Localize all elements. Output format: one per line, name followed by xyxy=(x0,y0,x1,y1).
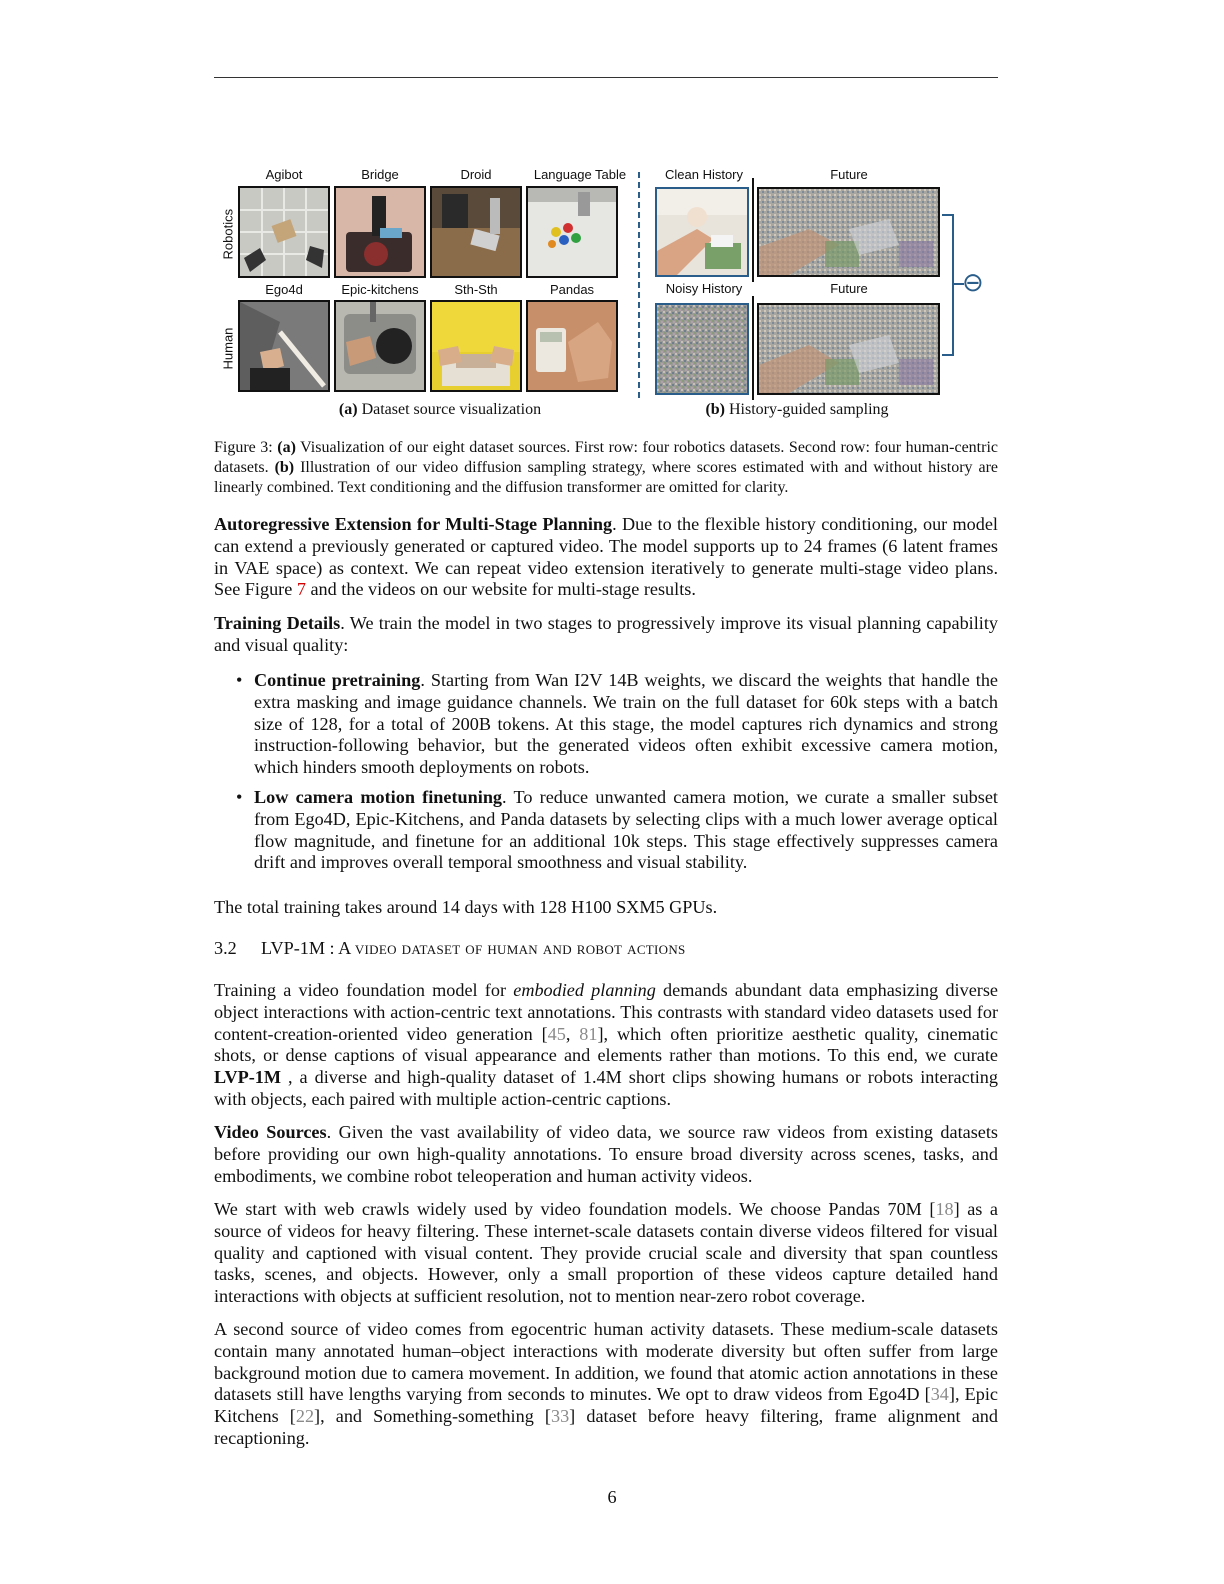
history-future-divider-top xyxy=(752,178,754,282)
section-heading xyxy=(214,938,686,959)
thumb-language-table xyxy=(526,186,618,278)
list-item-text: . To reduce unwanted camera motion, we curate a smaller subset from Ego4D, Epic-Kitchens, and Panda datasets by selecting clips with a much lower average optical flow magnitude, and finetune for an additional 10k steps. This stage effectively suppresses camera drift and improves overall temporal smoothness and visual stability. xyxy=(254,786,998,873)
dataset-name: LVP-1M xyxy=(214,1067,282,1088)
thumb-ego4d xyxy=(238,300,330,392)
paragraph-text: and the videos on our website for multi-stage results. xyxy=(305,579,696,600)
label-future-bottom: Future xyxy=(830,281,868,296)
label-agibot: Agibot xyxy=(265,167,303,182)
paragraph-text: ], and Something-something [ xyxy=(314,1406,551,1427)
paragraph-text: , a diverse and high-quality dataset of 1.4M short clips showing humans or robots interacting with objects, each paired with multiple action-centric captions. xyxy=(214,1067,998,1109)
citation-link[interactable]: 22 xyxy=(295,1406,315,1427)
label-future-top: Future xyxy=(830,167,868,182)
label-epic-kitchens: Epic-kitchens xyxy=(341,282,419,297)
paragraph-video-sources xyxy=(214,1122,998,1187)
section-title-b: video dataset of human and robot actions xyxy=(354,938,686,958)
paragraph-text: ] as a source of videos for heavy filtering. These internet-scale datasets contain diverse videos filtered for visual quality and captioned with visual content. They provide crucial scale and diversity that span countless tasks, scenes, and objects. However, only a small proportion of these videos capture detailed hand interactions with objects at sufficient resolution, not to mention near-zero robot coverage. xyxy=(214,1199,998,1307)
combine-bracket xyxy=(942,214,954,356)
thumb-future-bottom xyxy=(757,303,940,395)
subcaption-a-label: (a) xyxy=(338,401,358,418)
paragraph-dataset-intro xyxy=(214,980,998,1111)
subcaption-b xyxy=(654,401,940,419)
paragraph-text: . Due to the flexible history conditioning, our model can extend a previously generated or captured video. The model supports up to 24 frames (6 latent frames in VAE space) as context. We can repeat video extension iteratively to generate multi-stage video plans. See Figure xyxy=(214,514,998,600)
thumb-bridge xyxy=(334,186,426,278)
subcaption-a xyxy=(238,401,642,419)
paragraph-training-details xyxy=(214,613,998,657)
paragraph-egocentric xyxy=(214,1319,998,1450)
figure-3 xyxy=(214,160,998,425)
panel-separator xyxy=(638,172,640,398)
figure-reference-link[interactable]: 7 xyxy=(296,579,306,600)
bullet-icon: • xyxy=(236,670,243,690)
paragraph-text: A second source of video comes from egocentric human activity datasets. These medium-scale datasets contain many annotated human–object interactions with moderate diversity but often suffer from large background motion due to camera movement. In addition, we found that atomic action annotations in these datasets still have lengths varying from seconds to minutes. We opt to draw videos from Ego4D [ xyxy=(214,1319,998,1405)
subcaption-b-text: History-guided sampling xyxy=(725,401,889,418)
paragraph-text: We start with web crawls widely used by video foundation models. We choose Pandas 70M [ xyxy=(214,1199,936,1219)
label-ego4d: Ego4d xyxy=(265,282,303,297)
paragraph-text: , xyxy=(565,1023,580,1044)
figure-caption-prefix: Figure 3: xyxy=(214,439,278,456)
label-noisy-history: Noisy History xyxy=(665,281,743,296)
training-stages-list xyxy=(232,670,998,874)
citation-link[interactable]: 18 xyxy=(935,1199,954,1219)
section-title-a: LVP-1M : A xyxy=(261,938,355,958)
minus-circle-icon: ⊖ xyxy=(962,268,984,298)
figure-caption-a-label: (a) xyxy=(277,439,296,456)
bullet-icon: • xyxy=(236,786,243,807)
figure-caption-b-label: (b) xyxy=(274,459,295,476)
citation-link[interactable]: 45 xyxy=(547,1023,566,1044)
figure-caption-b-text: Illustration of our video diffusion sampling strategy, where scores estimated with and without history are linearly combined. Text conditioning and the diffusion transformer are omitted for clarity. xyxy=(214,459,998,496)
citation-link[interactable]: 81 xyxy=(579,1023,598,1044)
paragraph-heading: Training Details xyxy=(214,613,341,633)
list-item-heading: Low camera motion finetuning xyxy=(254,786,503,807)
paragraph-text: ], which often prioritize aesthetic quality, cinematic shots, or dense captions of visual appearance and elements rather than motions. To this end, we curate xyxy=(214,1023,998,1066)
label-pandas: Pandas xyxy=(549,282,595,297)
paragraph-heading: Autoregressive Extension for Multi-Stage Planning xyxy=(214,514,613,534)
paragraph-text: demands abundant data emphasizing diverse object interactions with action-centric text annotations. This contrasts with standard video datasets used for content-creation-oriented video generation [ xyxy=(214,980,998,1044)
paragraph-text: ] dataset before heavy filtering, frame alignment and recaptioning. xyxy=(214,1406,998,1448)
label-language-table: Language Table xyxy=(533,167,627,182)
list-item-heading: Continue pretraining xyxy=(254,670,421,690)
thumb-pandas xyxy=(526,300,618,392)
label-droid: Droid xyxy=(460,167,492,182)
paragraph-heading: Video Sources xyxy=(214,1122,327,1142)
history-future-divider-bottom xyxy=(752,296,754,400)
paragraph-web-crawls xyxy=(214,1199,998,1308)
section-number: 3.2 xyxy=(214,938,237,958)
paragraph-text: . We train the model in two stages to progressively improve its visual planning capability and visual quality: xyxy=(214,613,998,655)
label-bridge: Bridge xyxy=(361,167,399,182)
list-item xyxy=(232,670,998,779)
figure-caption xyxy=(214,438,998,498)
citation-link[interactable]: 34 xyxy=(930,1384,949,1405)
citation-link[interactable]: 33 xyxy=(550,1406,570,1427)
thumb-epic-kitchens xyxy=(334,300,426,392)
emphasis-text: embodied planning xyxy=(513,980,656,1000)
row-label-robotics: Robotics xyxy=(220,208,236,260)
label-sth-sth: Sth-Sth xyxy=(454,282,498,297)
thumb-clean-history xyxy=(655,187,749,277)
thumb-noisy-history xyxy=(655,303,749,395)
paragraph-total-training: The total training takes around 14 days with 128 H100 SXM5 GPUs. xyxy=(214,897,718,917)
subcaption-b-label: (b) xyxy=(705,401,725,418)
thumb-sth-sth xyxy=(430,300,522,392)
thumb-agibot xyxy=(238,186,330,278)
header-rule xyxy=(214,77,998,78)
thumb-droid xyxy=(430,186,522,278)
paragraph-autoregressive xyxy=(214,514,998,601)
subcaption-a-text: Dataset source visualization xyxy=(357,401,542,418)
list-item-text: . Starting from Wan I2V 14B weights, we discard the weights that handle the extra masking and image guidance channels. We train on the full dataset for 60k steps with a batch size of 128, for a total of 200B tokens. At this stage, the model captures rich dynamics and strong instruction-following behavior, but the generated videos often exhibit excessive camera motion, which hinders smooth deployments on robots. xyxy=(254,670,998,778)
paragraph-text: Training a video foundation model for xyxy=(214,980,514,1000)
page-number: 6 xyxy=(607,1487,617,1507)
row-label-human: Human xyxy=(220,327,236,370)
paragraph-text: ], Epic Kitchens [ xyxy=(214,1384,998,1427)
paragraph-text: . Given the vast availability of video data, we source raw videos from existing datasets before providing our own high-quality annotations. To ensure broad diversity across scenes, tasks, and embodiments, we combine robot teleoperation and human activity videos. xyxy=(214,1122,998,1186)
figure-caption-a-text: Visualization of our eight dataset sources. First row: four robotics datasets. Second row: four human-centric datasets. xyxy=(214,439,999,476)
label-clean-history: Clean History xyxy=(664,167,744,182)
list-item xyxy=(232,787,998,874)
thumb-future-top xyxy=(757,187,940,277)
